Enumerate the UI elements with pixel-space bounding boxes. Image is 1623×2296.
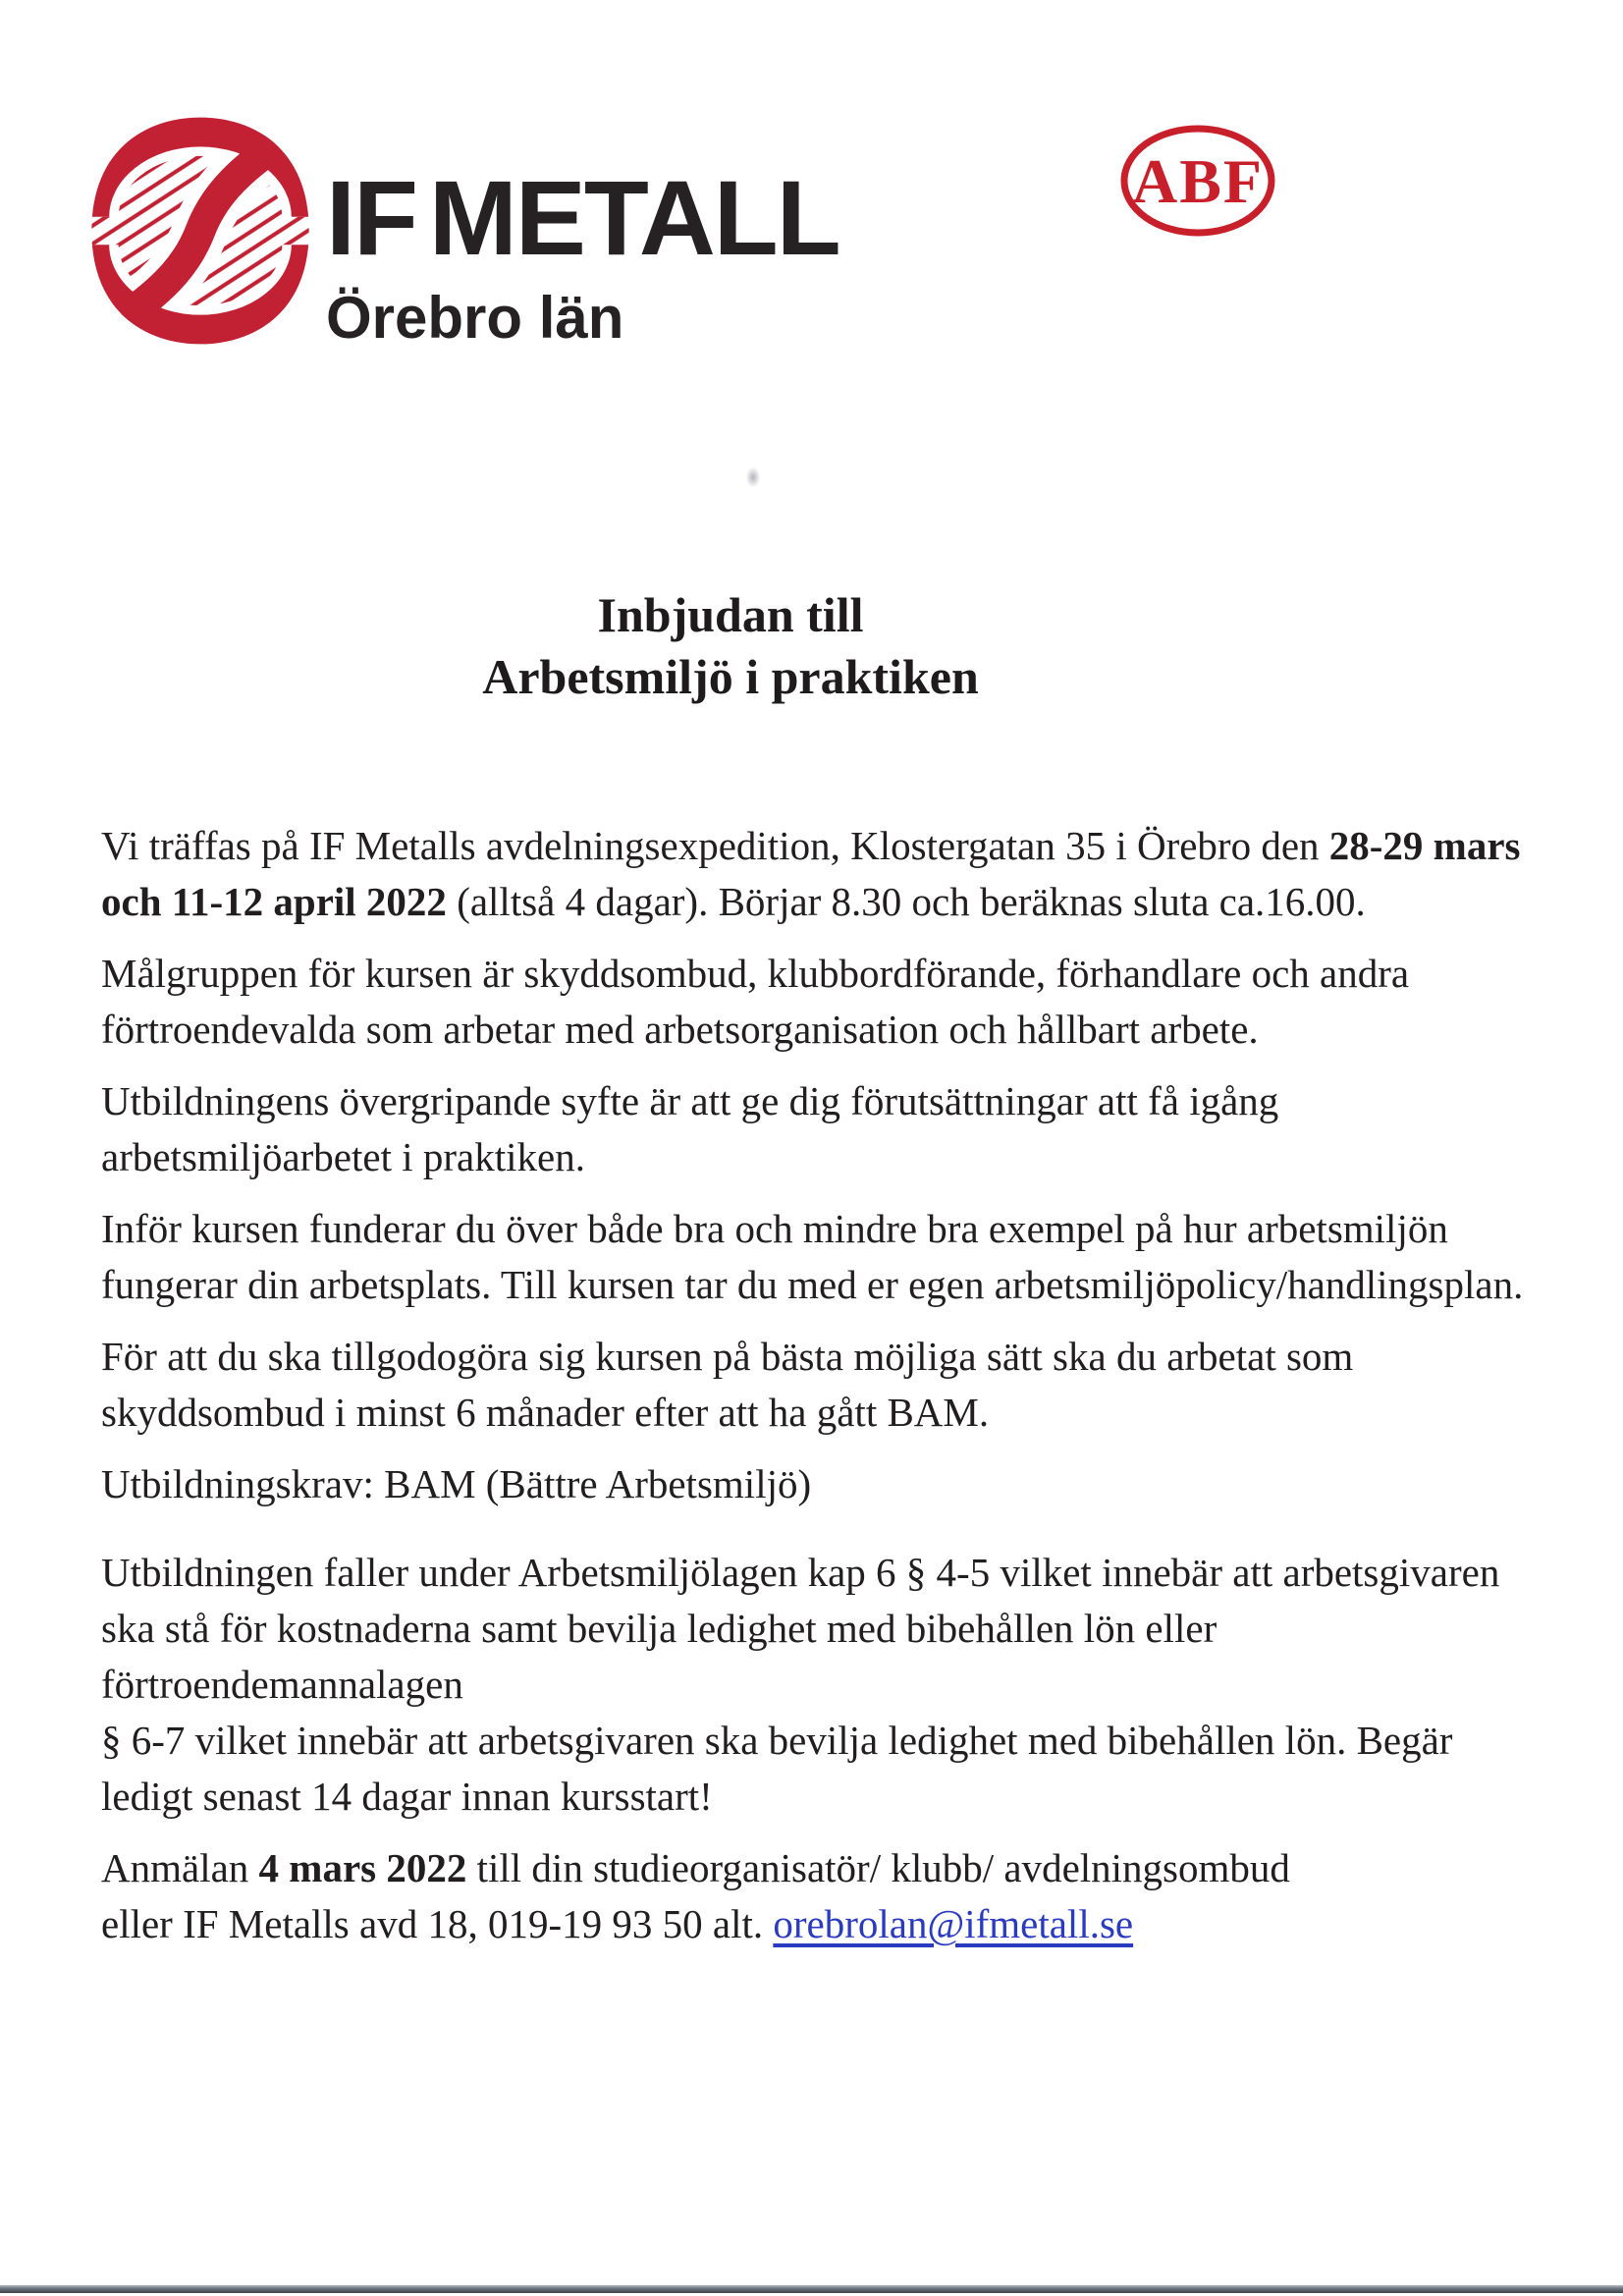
p7-part2: § 6-7 vilket innebär att arbetsgivaren ska bevilja ledighet med bibehållen lön. Begär ledigt senast 14 dagar innan kursstart! (101, 1718, 1453, 1819)
scan-edge-artifact (0, 2285, 1623, 2293)
p1-pre: Vi träffas på IF Metalls avdelningsexpedition, Klostergatan 35 i Örebro den (101, 823, 1329, 868)
brand-name: IF METALL (326, 158, 839, 277)
scan-speck-artifact (746, 467, 760, 487)
email-link[interactable]: orebrolan@ifmetall.se (773, 1901, 1134, 1946)
p1-post: (alltså 4 dagar). Börjar 8.30 och beräknas sluta ca.16.00. (446, 879, 1366, 924)
paragraph-meeting-details (101, 818, 1527, 930)
document-content (101, 584, 1527, 1968)
p7-part1: Utbildningen faller under Arbetsmiljölagen kap 6 § 4-5 vilket innebär att arbetsgivaren ska stå för kostnaderna samt bevilja ledighet med bibehållen lön eller förtroendemannalagen (101, 1550, 1500, 1707)
p1-dates-bold: 28-29 mars och 11-12 april 2022 (101, 823, 1521, 924)
title-line-2: Arbetsmiljö i praktiken (482, 649, 979, 704)
p8-deadline-bold: 4 mars 2022 (258, 1845, 467, 1890)
p8-mid2: eller IF Metalls avd 18, 019-19 93 50 alt. (101, 1901, 774, 1946)
paragraph-purpose: Utbildningens övergripande syfte är att ge dig förutsättningar att få igång arbetsmiljöarbetet i praktiken. (101, 1078, 1279, 1179)
p8-mid1: till din studieorganisatör/ klubb/ avdelningsombud (466, 1845, 1290, 1890)
paragraph-prerequisite: För att du ska tillgodogöra sig kursen på bästa möjliga sätt ska du arbetat som skyddsombud i minst 6 månader efter att ha gått BAM. (101, 1334, 1354, 1435)
paragraph-signup (101, 1840, 1527, 1952)
abf-logo-icon (1117, 122, 1278, 240)
page-title (101, 584, 1360, 708)
ifmetall-logo-icon (83, 111, 317, 351)
paragraph-target-group: Målgruppen för kursen är skyddsombud, klubbordförande, förhandlare och andra förtroendevalda som arbetar med arbetsorganisation och hållbart arbete. (101, 951, 1410, 1052)
p8-pre: Anmälan (101, 1845, 259, 1890)
brand-block (326, 158, 839, 351)
abf-logo-text: ABF (1132, 146, 1264, 216)
body-text (101, 818, 1527, 1952)
paragraph-preparation: Inför kursen funderar du över både bra och mindre bra exempel på hur arbetsmiljön fungerar din arbetsplats. Till kursen tar du med er egen arbetsmiljöpolicy/handlingsplan. (101, 1206, 1524, 1307)
paragraph-legal (101, 1545, 1527, 1825)
title-line-1: Inbjudan till (597, 587, 864, 642)
brand-region: Örebro län (326, 285, 624, 351)
paragraph-requirement: Utbildningskrav: BAM (Bättre Arbetsmiljö) (101, 1461, 812, 1506)
